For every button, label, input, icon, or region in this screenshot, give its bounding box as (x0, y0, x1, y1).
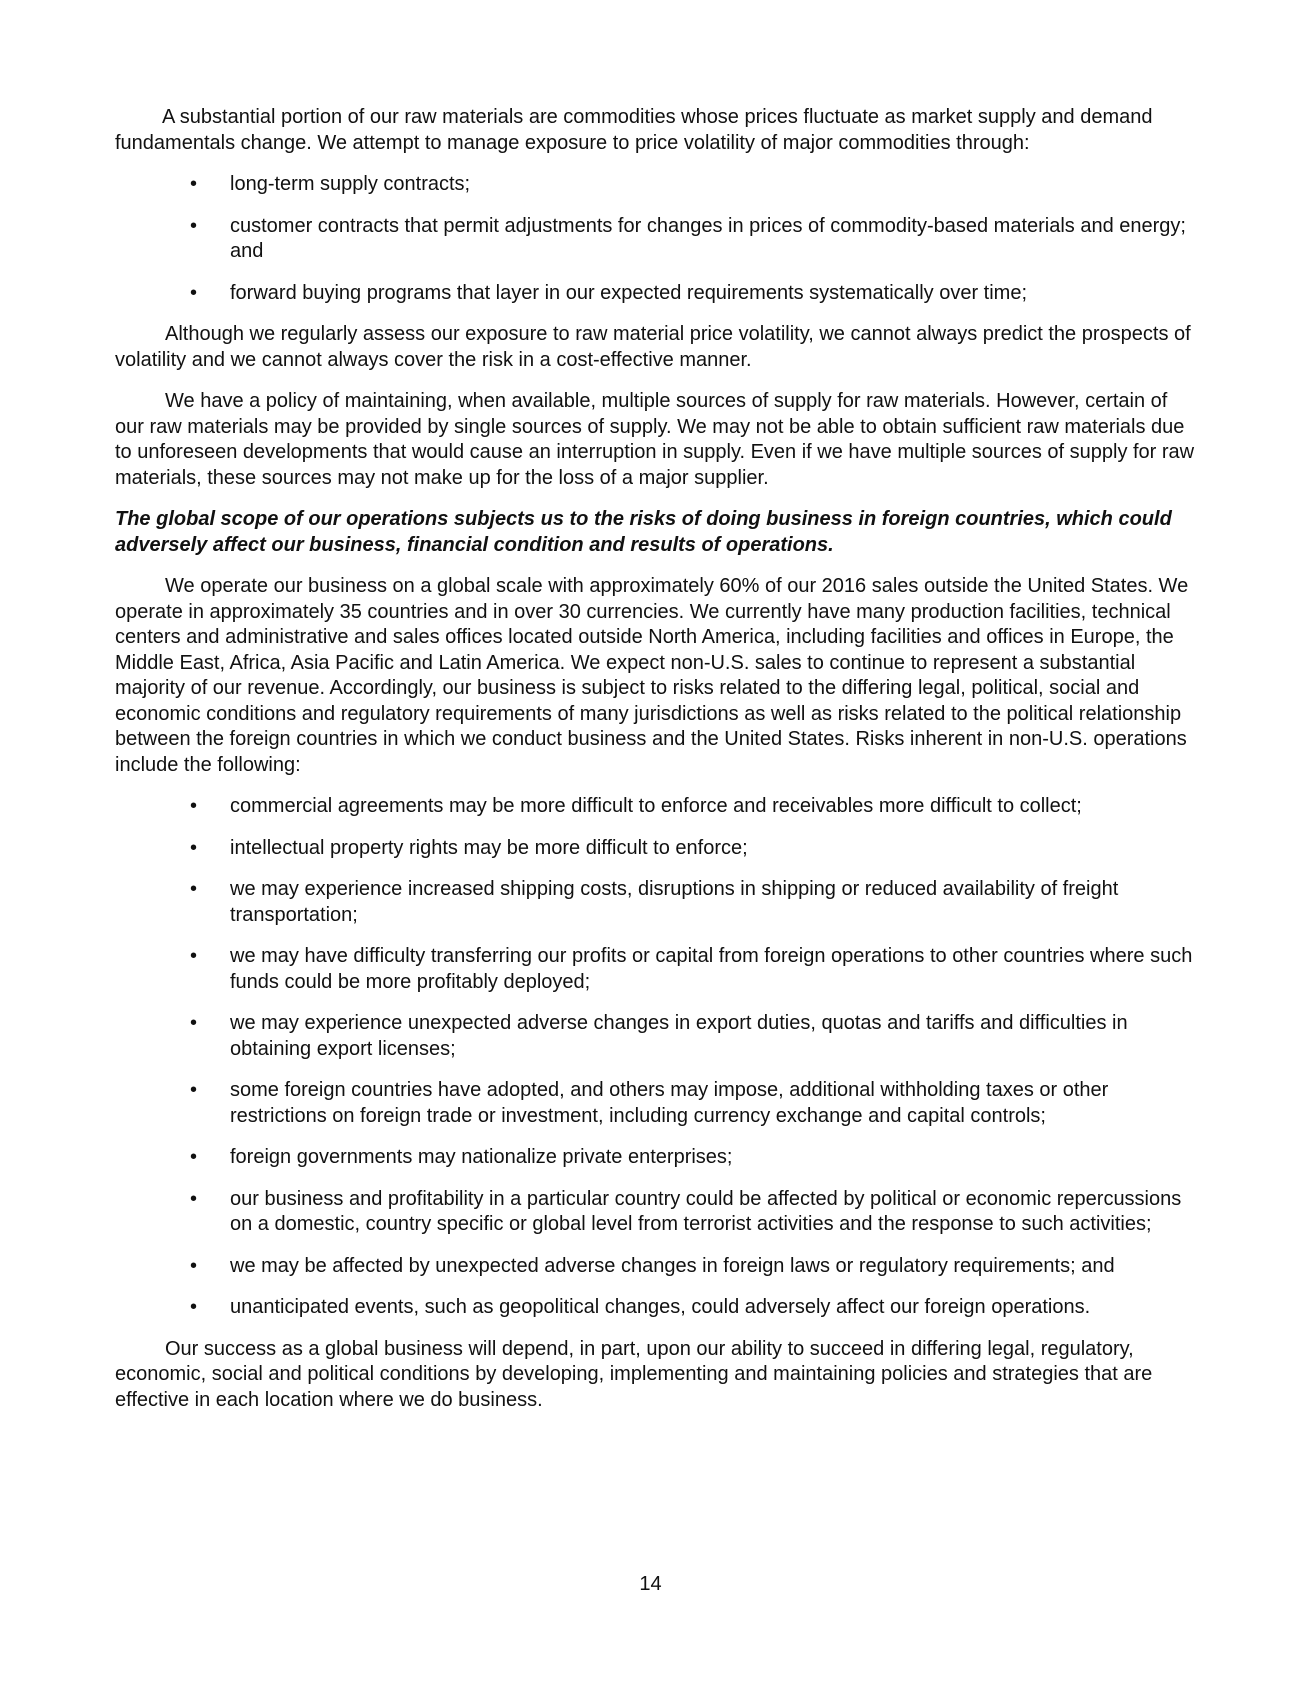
bullet-icon: • (190, 214, 198, 237)
paragraph-raw-materials: A substantial portion of our raw materials are commodities whose prices fluctuate as market supply and demand fundamentals change. We attempt to manage exposure to price volatility of major commodities through: (115, 106, 1153, 154)
bullet-icon: • (190, 173, 198, 195)
document-page (115, 105, 1195, 1429)
section-heading: The global scope of our operations subjects us to the risks of doing business in foreign countries, which could adversely affect our business, financial condition and results of operations. (115, 508, 1172, 556)
bullet-icon: • (190, 1254, 198, 1277)
commodity-management-list (115, 172, 1195, 306)
list-item: • our business and profitability in a particular country could be affected by political or economic repercussions on a domestic, country specific or global level from terrorist activities and the response to such activities; (190, 1187, 1182, 1235)
bullet-icon: • (190, 281, 198, 304)
list-item: • unanticipated events, such as geopolitical changes, could adversely affect our foreign operations. (115, 1295, 1195, 1321)
bullet-icon: • (190, 945, 198, 967)
list-item: • commercial agreements may be more difficult to enforce and receivables more difficult to collect; (115, 794, 1195, 820)
paragraph-price-volatility: Although we regularly assess our exposure to raw material price volatility, we cannot always predict the prospects of volatility and we cannot always cover the risk in a cost-effective manner. (115, 323, 1191, 371)
list-item: • we may be affected by unexpected adverse changes in foreign laws or regulatory requirements; and (115, 1254, 1195, 1280)
bullet-icon: • (190, 1187, 198, 1210)
bullet-icon: • (190, 1296, 198, 1318)
list-item: • foreign governments may nationalize private enterprises; (115, 1145, 1195, 1171)
foreign-risks-list (115, 794, 1195, 1321)
list-item: • we may experience unexpected adverse changes in export duties, quotas and tariffs and difficulties in obtaining export licenses; (190, 1012, 1128, 1060)
list-item: • we may experience increased shipping costs, disruptions in shipping or reduced availability of freight transportation; (190, 878, 1119, 926)
bullet-icon: • (190, 1146, 198, 1168)
list-item: • we may have difficulty transferring our profits or capital from foreign operations to other countries where such funds could be more profitably deployed; (190, 945, 1193, 993)
list-item: • intellectual property rights may be more difficult to enforce; (115, 836, 1195, 862)
paragraph-global-success: Our success as a global business will depend, in part, upon our ability to succeed in differing legal, regulatory, economic, social and political conditions by developing, implementing and maintaining policies and strategies that are effective in each location where we do business. (115, 1337, 1153, 1411)
list-item: • forward buying programs that layer in our expected requirements systematically over time; (115, 281, 1195, 307)
bullet-icon: • (190, 795, 198, 817)
bullet-icon: • (190, 836, 198, 859)
page-number: 14 (639, 1573, 662, 1595)
bullet-icon: • (190, 1079, 198, 1101)
list-item: • some foreign countries have adopted, and others may impose, additional withholding taxes or other restrictions on foreign trade or investment, including currency exchange and capital controls; (190, 1079, 1109, 1127)
paragraph-global-operations: We operate our business on a global scale with approximately 60% of our 2016 sales outside the United States. We operate in approximately 35 countries and in over 30 currencies. We currently have many production facilities, technical centers and administrative and sales offices located outside North America, including facilities and offices in Europe, the Middle East, Africa, Asia Pacific and Latin America. We expect non-U.S. sales to continue to represent a substantial majority of our revenue. Accordingly, our business is subject to risks related to the differing legal, political, social and economic conditions and regulatory requirements of many jurisdictions as well as risks related to the political relationship between the foreign countries in which we conduct business and the United States. Risks inherent in non-U.S. operations include the following: (115, 575, 1189, 776)
list-item: • long-term supply contracts; (115, 172, 1195, 198)
bullet-icon: • (190, 1012, 198, 1034)
bullet-icon: • (190, 878, 198, 900)
list-item: • customer contracts that permit adjustments for changes in prices of commodity-based materials and energy; and (190, 214, 1186, 262)
paragraph-supply-sources: We have a policy of maintaining, when available, multiple sources of supply for raw materials. However, certain of our raw materials may be provided by single sources of supply. We may not be able to obtain sufficient raw materials due to unforeseen developments that would cause an interruption in supply. Even if we have multiple sources of supply for raw materials, these sources may not make up for the loss of a major supplier. (115, 390, 1195, 489)
